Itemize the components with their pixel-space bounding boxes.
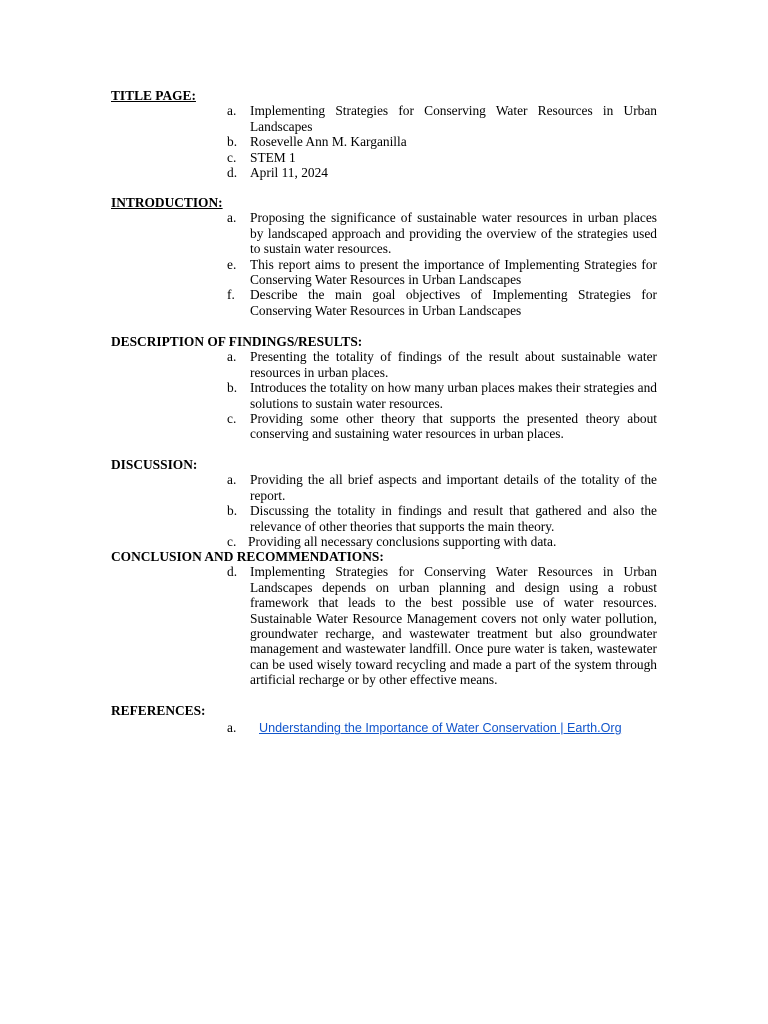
item-marker: a. [227,349,237,365]
section-heading: DISCUSSION: [111,457,198,472]
item-text: Providing all necessary conclusions supporting with data. [248,534,557,550]
item-marker: f. [227,287,235,303]
section-references [111,703,657,737]
item-list [111,349,657,441]
item-marker: b. [227,503,238,519]
item-list [111,472,657,549]
list-item [111,287,657,318]
list-item [111,210,657,256]
list-item [111,534,657,549]
item-text: Implementing Strategies for Conserving Water Resources in Urban Landscapes depends on urban planning and design using a robust framework that leads to the best possible use of water resources. Sustainable Water Resource Management covers not only water pollution, groundwater recharge, and wastewater treatment but also groundwater management and wastewater landfill. Once pure water is taken, wastewater can be used wisely toward recycling and made a part of the system through artificial recharge or by other effective means. [250,564,657,688]
item-marker: a. [227,103,237,119]
section-heading: INTRODUCTION: [111,195,223,210]
section-heading: REFERENCES: [111,703,206,718]
list-item [111,134,657,149]
item-text: Providing some other theory that supports the presented theory about conserving and sustaining water resources in urban places. [250,411,657,442]
section-heading: TITLE PAGE: [111,88,196,103]
item-marker: e. [227,256,237,272]
item-text: Presenting the totality of findings of the result about sustainable water resources in urban places. [250,349,657,380]
list-item [111,103,657,134]
item-text: This report aims to present the importance of Implementing Strategies for Conserving Water Resources in Urban Landscapes [250,256,657,288]
section-conclusion [111,549,657,688]
section-heading: CONCLUSION AND RECOMMENDATIONS: [111,549,384,564]
list-item [111,503,657,534]
section-discussion [111,457,657,549]
list-item [111,349,657,380]
item-text: Proposing the significance of sustainable water resources in urban places by landscaped approach and providing the overview of the strategies used to sustain water resources. [250,210,657,257]
list-item [111,150,657,165]
item-text: Providing the all brief aspects and important details of the totality of the report. [250,472,657,503]
list-item [111,411,657,442]
item-marker: d. [227,165,238,181]
item-text: April 11, 2024 [250,165,328,181]
section-heading: DESCRIPTION OF FINDINGS/RESULTS: [111,334,363,349]
list-item [111,257,657,288]
section-introduction [111,195,657,318]
item-marker: d. [227,564,238,580]
item-text: Implementing Strategies for Conserving Water Resources in Urban Landscapes [250,103,657,134]
list-item [111,720,657,736]
item-marker: c. [227,149,237,165]
reference-link[interactable]: Understanding the Importance of Water Conservation | Earth.Org [259,721,622,736]
list-item [111,564,657,687]
item-marker: b. [227,134,238,150]
item-list [111,210,657,318]
list-item [111,472,657,503]
list-item [111,380,657,411]
item-list [111,103,657,180]
item-marker: b. [227,380,238,396]
item-list [111,564,657,687]
list-item [111,165,657,180]
section-findings [111,334,657,442]
item-marker: a. [227,210,237,226]
section-title-page [111,88,657,180]
item-marker: c. [227,411,237,427]
item-list [111,720,657,736]
item-marker: a. [227,720,237,736]
item-marker: c. [227,534,237,550]
item-text: Rosevelle Ann M. Karganilla [250,134,407,150]
item-text: Discussing the totality in findings and result that gathered and also the relevance of other theories that supports the main theory. [250,503,657,534]
item-marker: a. [227,472,237,488]
item-text: Introduces the totality on how many urban places makes their strategies and solutions to sustain water resources. [250,380,657,411]
item-text: Describe the main goal objectives of Implementing Strategies for Conserving Water Resources in Urban Landscapes [250,287,657,318]
item-text: STEM 1 [250,149,296,165]
